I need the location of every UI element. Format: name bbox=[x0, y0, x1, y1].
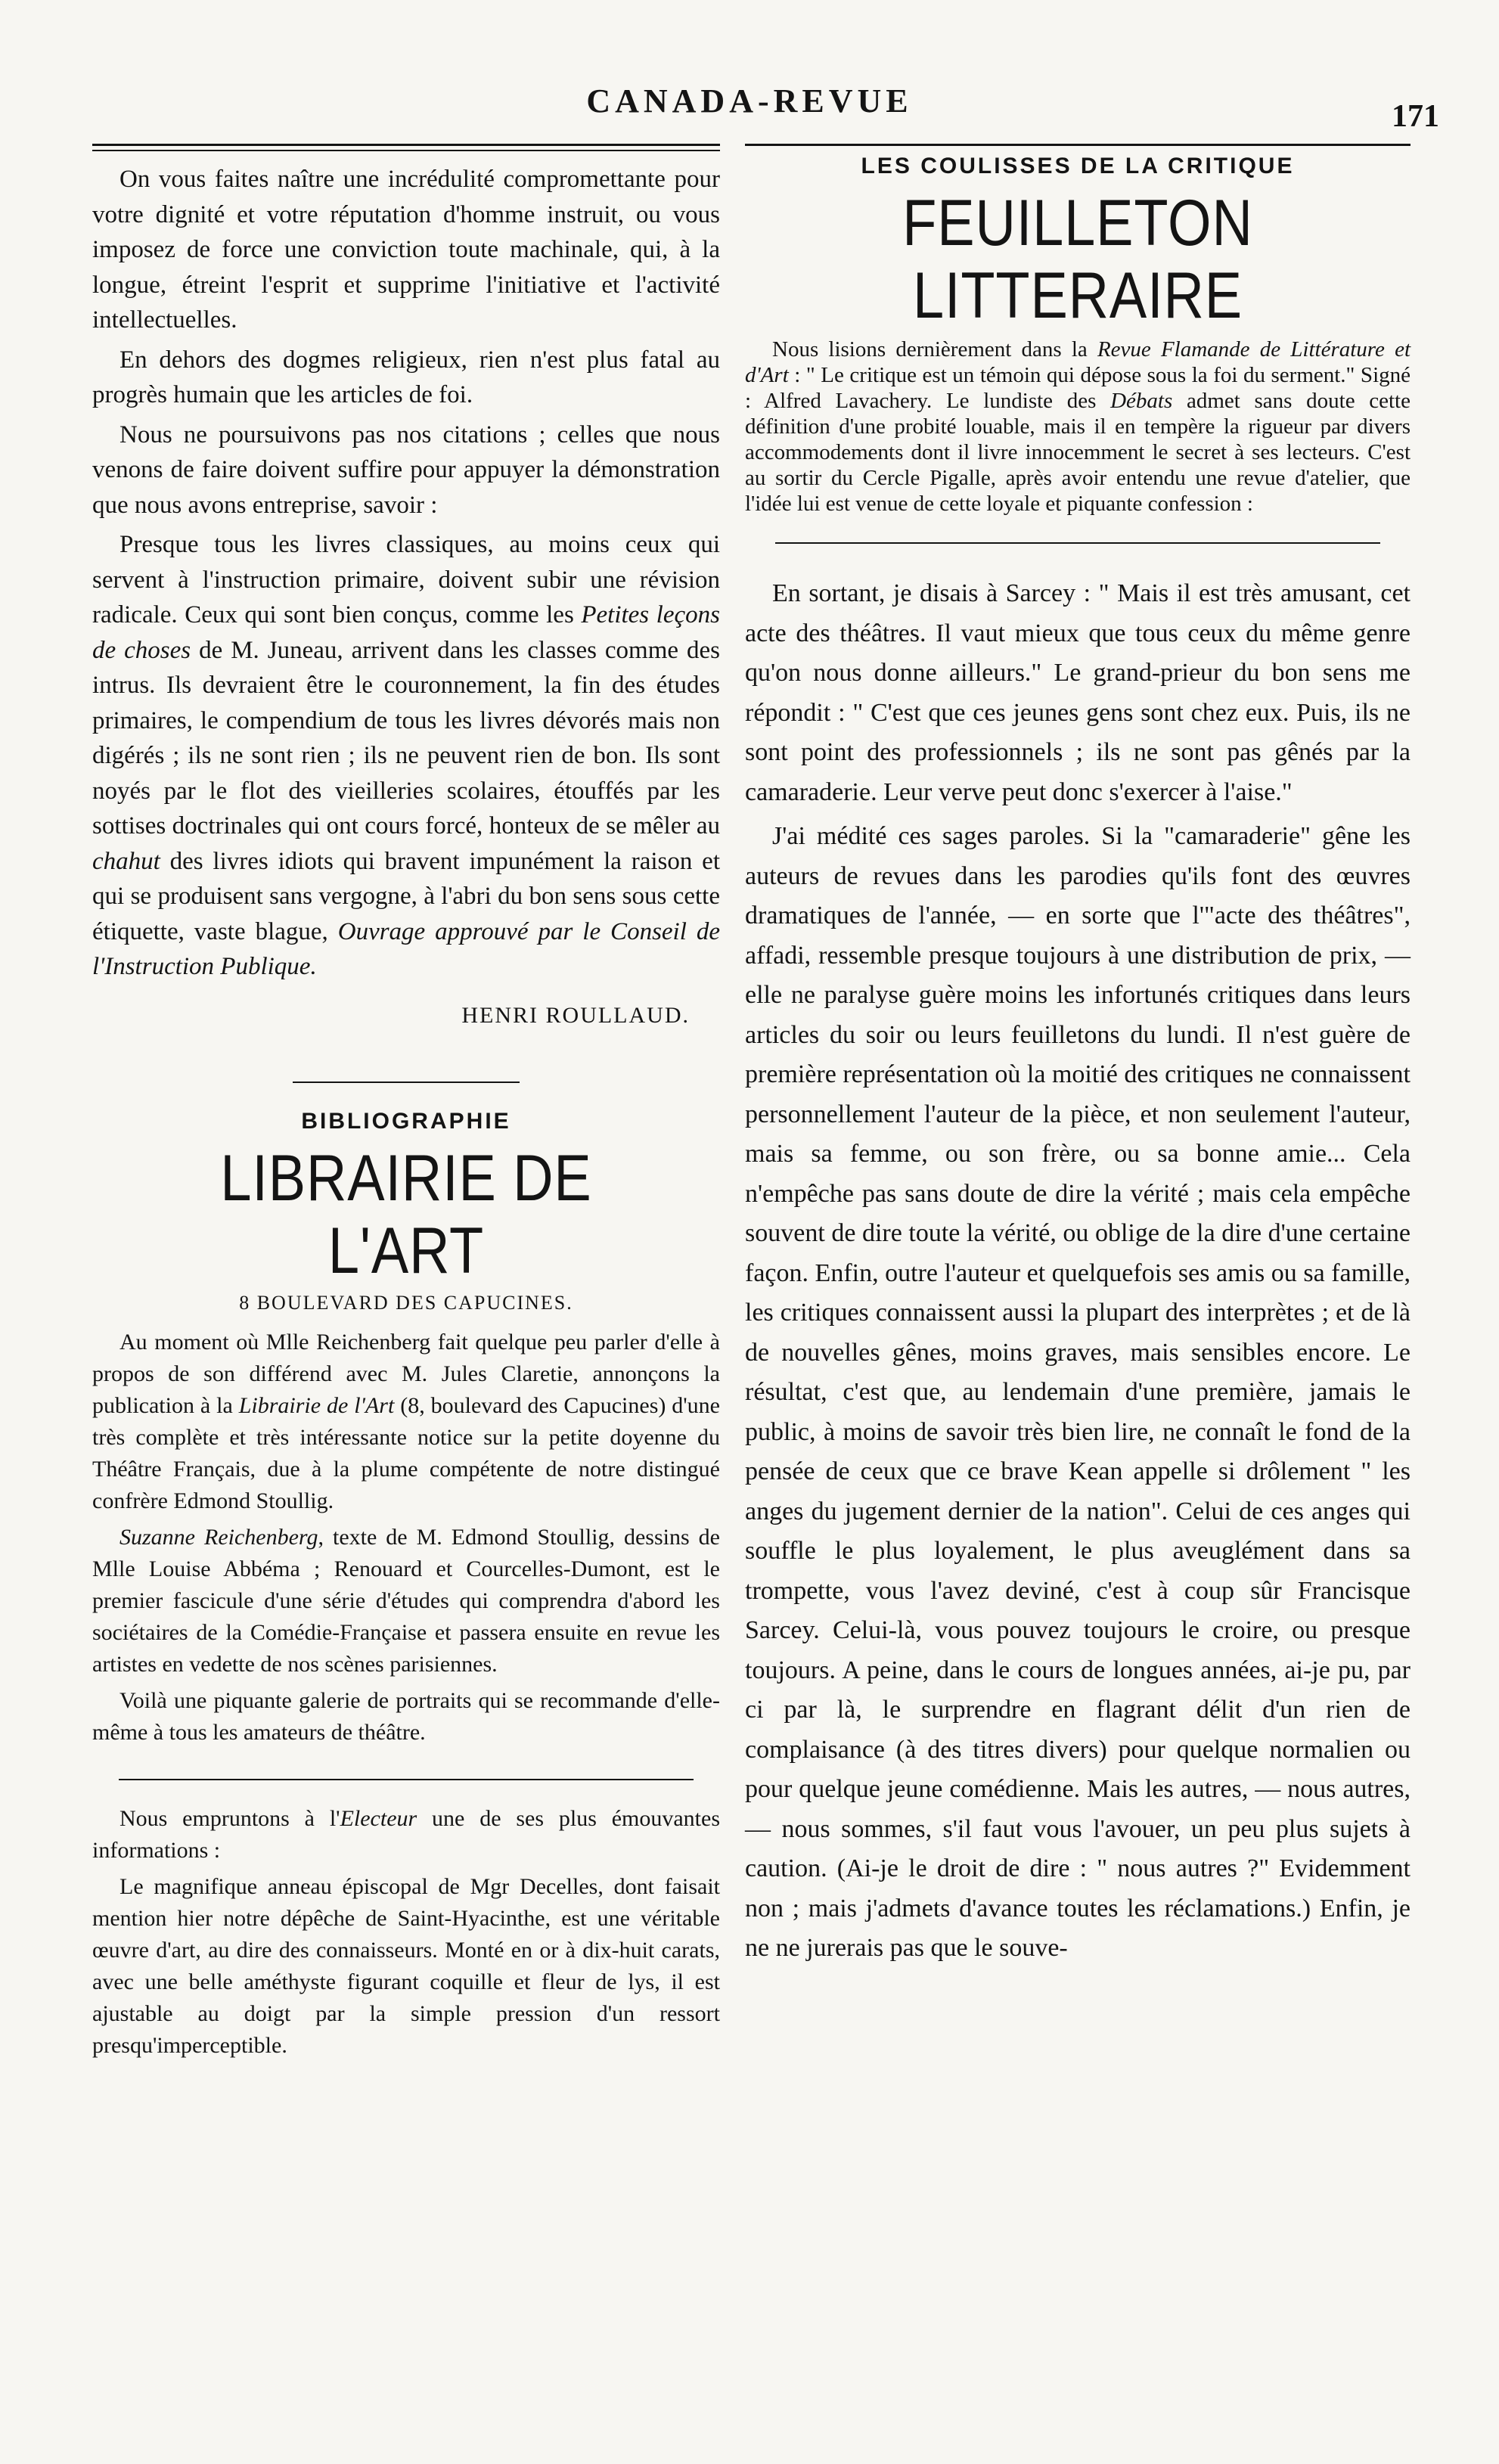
intro-italic-debats: Débats bbox=[1110, 389, 1173, 413]
p4-text-a: Presque tous les livres classiques, au moins ceux qui servent à l'instruction primaire, doivent subir une révision radicale. Ceux qui sont bien conçus, comme les bbox=[92, 531, 720, 628]
coulisses-kicker: LES COULISSES DE LA CRITIQUE bbox=[861, 154, 1295, 178]
n1-text-a: Nous empruntons à l' bbox=[119, 1805, 340, 1831]
p4-italic-title: Petites leçons de choses bbox=[92, 601, 720, 664]
n1-text-b: une de ses plus émouvantes informations : bbox=[92, 1805, 720, 1863]
b1-italic: Librairie de l'Art bbox=[238, 1392, 395, 1418]
right-column bbox=[745, 144, 1411, 1973]
librairie-title: LIBRAIRIE DE L'ART bbox=[220, 1141, 592, 1287]
author-signature: HENRI ROULLAUD. bbox=[461, 1002, 690, 1028]
left-paragraph-4 bbox=[92, 527, 720, 985]
n1-italic: Electeur bbox=[340, 1805, 417, 1831]
left-paragraph-2: En dehors des dogmes religieux, rien n'est plus fatal au progrès humain que les articles de foi. bbox=[92, 346, 720, 408]
biblio-paragraph-2 bbox=[92, 1522, 720, 1680]
feuilleton-intro bbox=[745, 337, 1411, 517]
intro-text-b: : " Le critique est un témoin qui dépose sous la foi du serment." Signé : Alfred Lavachery. Le lundiste des bbox=[745, 363, 1411, 413]
section-divider bbox=[293, 1081, 520, 1083]
b1-text-a: Au moment où Mlle Reichenberg fait quelque peu parler d'elle à propos de son différend avec M. Jules Claretie, annonçons la publication à la bbox=[92, 1329, 720, 1418]
p4-italic-ouvrage: Ouvrage approuvé par le Conseil de l'Instruction Publique. bbox=[92, 917, 720, 980]
b1-text-b: (8, boulevard des Capucines) d'une très complète et très intéressante notice sur la petite doyenne du Théâtre Français, due à la plume compétente de notre distingué confrère Edmond Stoullig. bbox=[92, 1392, 720, 1513]
p4-text-b: de M. Juneau, arrivent dans les classes comme des intrus. Ils devraient être le couronnement, la fin des études primaires, le compendium de tous les livres dévorés mais non digérés ; ils ne sont rien ; ils ne peuvent rien de bon. Ils sont noyés par le flot des vieilleries scolaires, étouffés par les sottises doctrinales qui ont cours forcé, honteux de se mêler au bbox=[92, 636, 720, 839]
b2-italic: Suzanne Reichenberg bbox=[119, 1524, 318, 1550]
feuilleton-divider bbox=[775, 542, 1380, 544]
b2-text: , texte de M. Edmond Stoullig, dessins de Mlle Louise Abbéma ; Renouard et Courcelles-Dumont, est le premier fascicule d'une série d'études qui comprendra d'abord les sociétaires de la Comédie-Française et passera ensuite en revue les artistes en vedette de nos scènes parisiennes. bbox=[92, 1524, 720, 1677]
page-number: 171 bbox=[1392, 99, 1439, 134]
left-paragraph-3: Nous ne poursuivons pas nos citations ; celles que nous venons de faire doivent suffire pour appuyer la démonstration que nous avons entreprise, savoir : bbox=[92, 420, 720, 519]
left-paragraph-1: On vous faites naître une incrédulité compromettante pour votre dignité et votre réputation d'homme instruit, ou vous imposez de force une conviction toute machinale, qui, à la longue, étreint l'esprit et supprime l'initiative et l'activité intellectuelles. bbox=[92, 166, 720, 334]
news-paragraph-1 bbox=[92, 1803, 720, 1867]
p4-italic-chahut: chahut bbox=[92, 847, 160, 875]
news-paragraph-2: Le magnifique anneau épiscopal de Mgr Decelles, dont faisait mention hier notre dépêche de Saint-Hyacinthe, est une véritable œuvre d'art, au dire des connaisseurs. Monté en or à dix-huit carats, avec une belle améthyste figurant coquille et fleur de lys, il est ajustable au doigt par la simple pression d'un ressort presqu'imperceptible. bbox=[92, 1873, 720, 2058]
header-rule-right bbox=[745, 144, 1411, 146]
news-divider bbox=[119, 1779, 694, 1780]
left-column bbox=[92, 144, 720, 2066]
librairie-address: 8 BOULEVARD DES CAPUCINES. bbox=[239, 1291, 573, 1314]
feuilleton-paragraph-2: J'ai médité ces sages paroles. Si la "camaraderie" gêne les auteurs de revues dans les parodies qu'ils font des œuvres dramatiques de l'année, — en sorte que l'"acte des théâtres", affadi, ressemble presque toujours à une distribution de prix, — elle ne paralyse guère moins les infortunés critiques dans leurs articles du soir ou leurs feuilletons du lundi. Il n'est guère de première représentation où la moitié des critiques ne connaissent personnellement l'auteur de la pièce, et non seulement l'auteur, mais sa femme, ou son frère, ou sa bonne amie... Cela n'empêche pas sans doute de dire la vérité ; mais cela empêche souvent de dire toute la vérité, ou oblige de la dire d'une certaine façon. Enfin, outre l'auteur et quelquefois ses amis ou sa famille, les critiques connaissent aussi la plupart des interprètes ; et de là de nouvelles gênes, moins graves, mais sensibles encore. Le résultat, c'est que, au lendemain d'une première, jamais le public, à moins de savoir très bien lire, ne connaît le fond de la pensée de ceux que ce brave Kean appelle si drôlement " les anges du jugement dernier de la nation". Celui de ces anges qui souffle le plus loyalement, le plus aveuglément dans sa trompette, vous l'avez deviné, c'est à coup sûr Francisque Sarcey. Celui-là, vous pouvez toujours le croire, ou presque toujours. A peine, dans le cours de longues années, ai-je pu, par ci par là, le surprendre en flagrant délit d'un rien de complaisance (à des titres divers) pour quelque normalien ou pour quelque jeune comédienne. Mais les autres, — nous autres, — nous sommes, s'il faut vous l'avouer, un peu plus sujets à caution. (Ai-je le droit de dire : " nous autres ?" Evidemment non ; mais j'admets d'avance toutes les réclamations.) Enfin, je ne ne jurerais pas que le souve- bbox=[745, 822, 1411, 1962]
biblio-paragraph-1 bbox=[92, 1327, 720, 1517]
intro-text-c: admet sans doute cette définition d'une probité louable, mais il en tempère la rigueur par divers accommodements dont il livre innocemment le secret à ses lecteurs. C'est au sortir du Cercle Pigalle, après avoir entendu une revue d'atelier, que l'idée lui est venue de cette loyale et piquante confession : bbox=[745, 389, 1411, 516]
p4-text-c: des livres idiots qui bravent impunément la raison et qui se produisent sans vergogne, à l'abri du bon sens sous cette étiquette, vaste blague, bbox=[92, 847, 720, 945]
header-rule-left bbox=[92, 144, 720, 151]
biblio-paragraph-3: Voilà une piquante galerie de portraits qui se recommande d'elle-même à tous les amateurs de théâtre. bbox=[92, 1687, 720, 1745]
feuilleton-paragraph-1: En sortant, je disais à Sarcey : " Mais il est très amusant, cet acte des théâtres. Il vaut mieux que tous ceux du même genre qu'on nous donne ailleurs." Le grand-prieur du bon sens me répondit : " C'est que ces jeunes gens sont chez eux. Puis, ils ne sont point des professionnels ; ils ne sont pas gênés par la camaraderie. Leur verve peut donc s'exercer à l'aise." bbox=[745, 579, 1411, 806]
masthead: CANADA-REVUE bbox=[586, 82, 913, 119]
feuilleton-title: FEUILLETON LITTERAIRE bbox=[902, 187, 1253, 332]
intro-text-a: Nous lisions dernièrement dans la bbox=[772, 337, 1097, 362]
bibliographie-kicker: BIBLIOGRAPHIE bbox=[301, 1108, 511, 1134]
intro-italic-revue: Revue Flamande de Littérature et d'Art bbox=[745, 337, 1411, 387]
